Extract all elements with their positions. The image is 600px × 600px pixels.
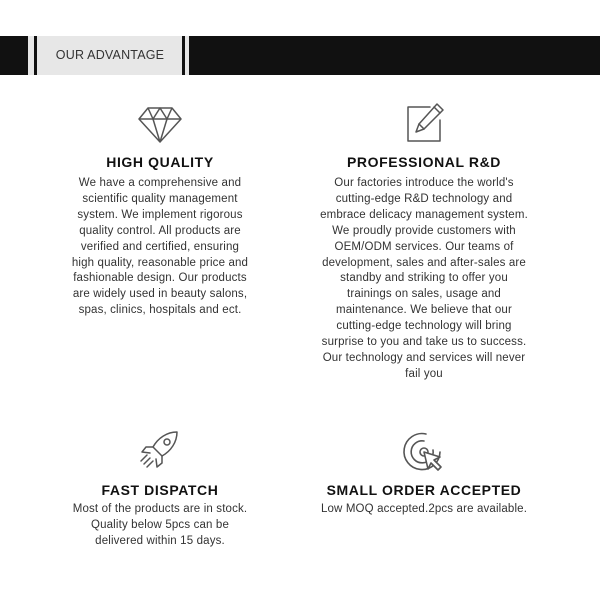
feature-title: PROFESSIONAL R&D (346, 154, 502, 170)
feature-description: We have a comprehensive and scientific quality management system. We implement rigorous quality control. All products are verified and certified, ensuring high quality, reasonable price and fashionable design. Our products are widely used in beauty salons, spas, clinics, hospitals and ect. (71, 177, 249, 317)
feature-fast-dispatch (70, 426, 250, 556)
target-cursor-icon (400, 426, 448, 474)
header-divider-left (34, 36, 37, 75)
feature-description: Low MOQ accepted.2pcs are available. (320, 503, 528, 515)
feature-title: HIGH QUALITY (106, 154, 214, 170)
feature-small-order (318, 426, 530, 536)
feature-high-quality (70, 100, 250, 350)
edit-pencil-icon (400, 100, 448, 148)
feature-description: Our factories introduce the world's cutting-edge R&D technology and embrace delicacy management system. We proudly provide customers with OEM/ODM services. Our teams of development, sales and after-sales are standby and striking to offer you trainings on sales, usage and maintenance. We believe that our cutting-edge technology will bring surprise to you and take us to success. Our technology and services will never fail you (320, 177, 528, 380)
feature-description: Most of the products are in stock. Quality below 5pcs can be delivered within 15 days. (72, 503, 248, 547)
header-divider-right (182, 36, 185, 75)
feature-title: FAST DISPATCH (101, 482, 219, 498)
feature-title: SMALL ORDER ACCEPTED (326, 482, 522, 498)
diamond-icon (136, 100, 184, 148)
rocket-icon (136, 426, 184, 474)
feature-professional-rd (318, 100, 530, 410)
section-title: OUR ADVANTAGE (55, 48, 165, 62)
